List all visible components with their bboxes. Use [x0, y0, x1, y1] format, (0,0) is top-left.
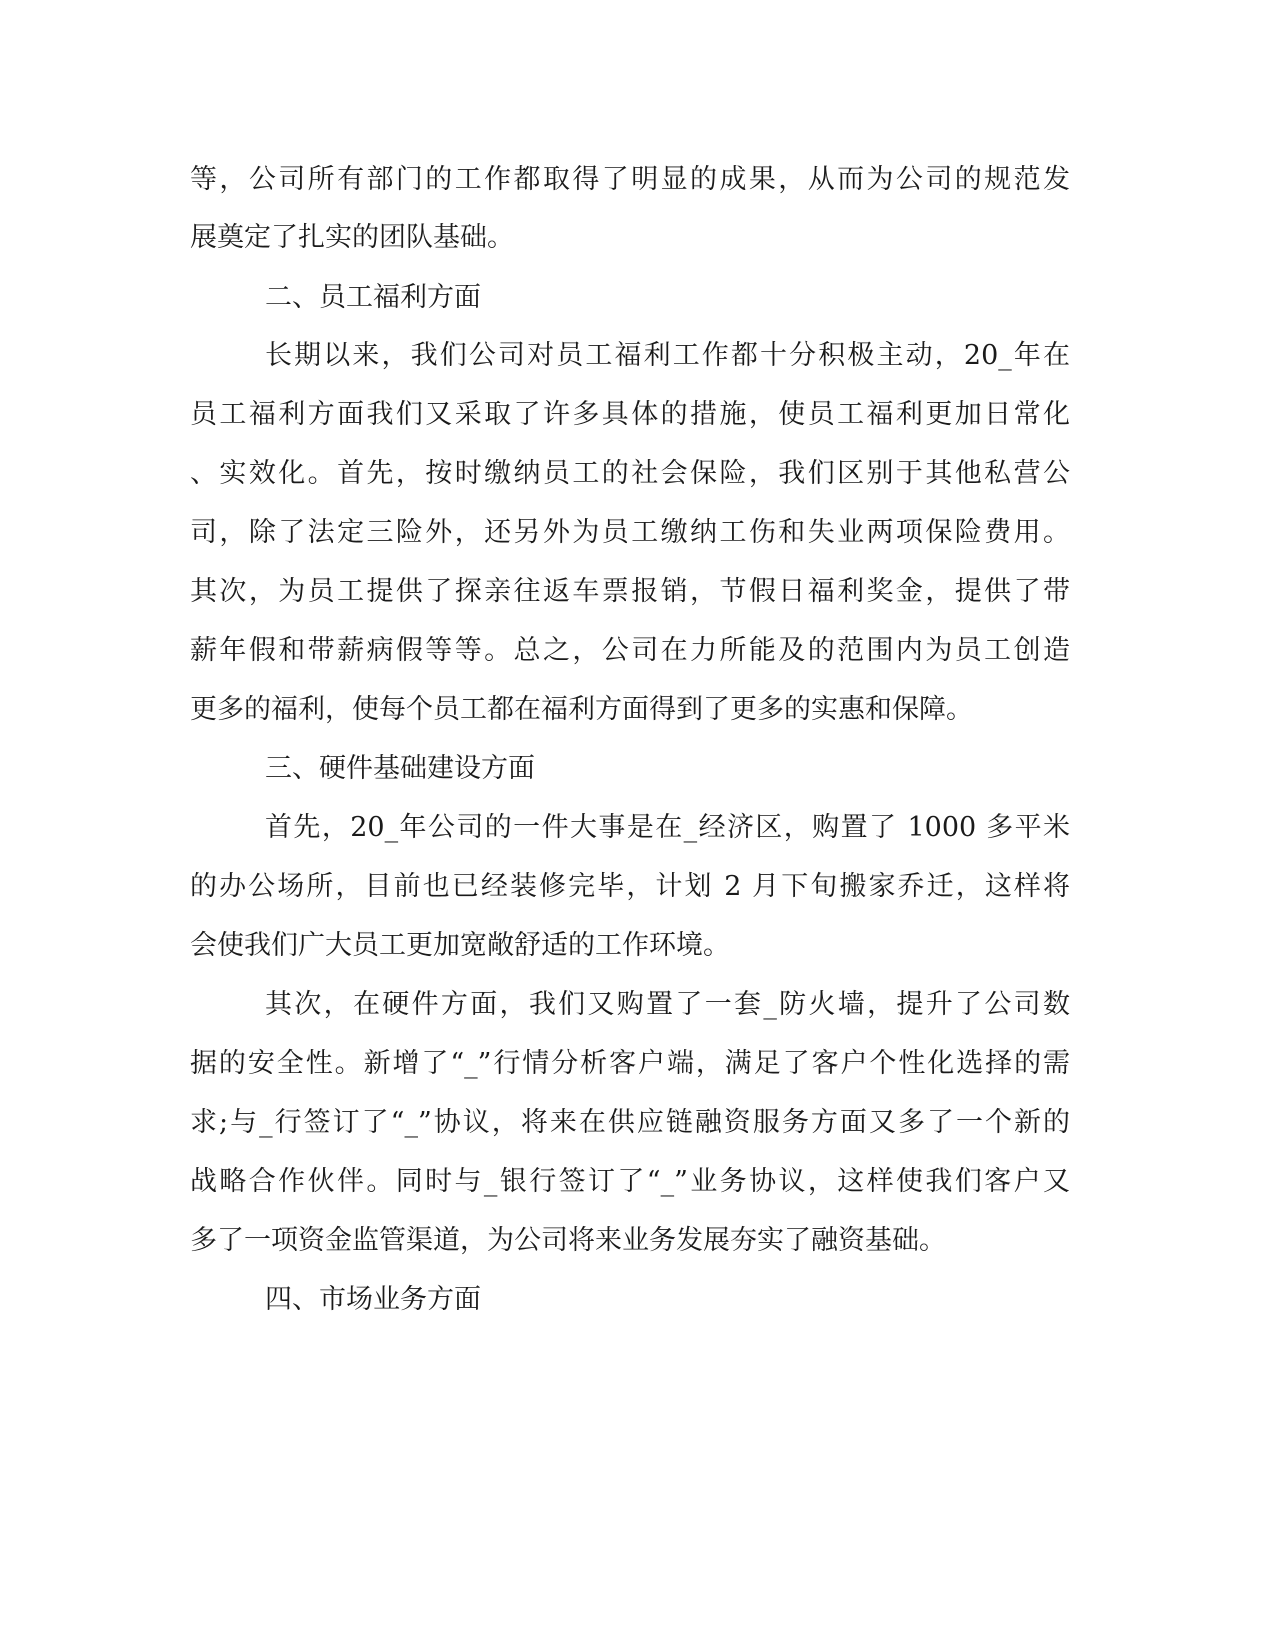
text-line: 等，公司所有部门的工作都取得了明显的成果，从而为公司的规范发: [190, 164, 1070, 195]
text-line: 首先，20_年公司的一件大事是在_经济区，购置了 1000 多平米: [265, 812, 1070, 843]
text-line: 薪年假和带薪病假等等。总之，公司在力所能及的范围内为员工创造: [190, 635, 1070, 666]
text-line: 其次，为员工提供了探亲往返车票报销，节假日福利奖金，提供了带: [190, 576, 1070, 607]
text-line: 据的安全性。新增了“_”行情分析客户端，满足了客户个性化选择的需: [190, 1048, 1070, 1079]
section-heading: 四、市场业务方面: [265, 1284, 481, 1315]
text-line: 更多的福利，使每个员工都在福利方面得到了更多的实惠和保障。: [190, 694, 973, 725]
section-heading: 三、硬件基础建设方面: [265, 753, 535, 784]
text-line: 、实效化。首先，按时缴纳员工的社会保险，我们区别于其他私营公: [190, 458, 1070, 489]
text-line: 战略合作伙伴。同时与_银行签订了“_”业务协议，这样使我们客户又: [190, 1166, 1070, 1197]
text-line: 展奠定了扎实的团队基础。: [190, 222, 514, 253]
text-line: 员工福利方面我们又采取了许多具体的措施，使员工福利更加日常化: [190, 399, 1070, 430]
section-heading: 二、员工福利方面: [265, 282, 481, 313]
text-line: 会使我们广大员工更加宽敞舒适的工作环境。: [190, 930, 730, 961]
text-line: 其次，在硬件方面，我们又购置了一套_防火墙，提升了公司数: [265, 989, 1070, 1020]
text-line: 求;与_行签订了“_”协议，将来在供应链融资服务方面又多了一个新的: [190, 1107, 1070, 1138]
text-line: 长期以来，我们公司对员工福利工作都十分积极主动，20_年在: [265, 340, 1070, 371]
text-line: 多了一项资金监管渠道，为公司将来业务发展夯实了融资基础。: [190, 1225, 946, 1256]
text-line: 司，除了法定三险外，还另外为员工缴纳工伤和失业两项保险费用。: [190, 517, 1070, 548]
text-line: 的办公场所，目前也已经装修完毕，计划 2 月下旬搬家乔迁，这样将: [190, 871, 1070, 902]
